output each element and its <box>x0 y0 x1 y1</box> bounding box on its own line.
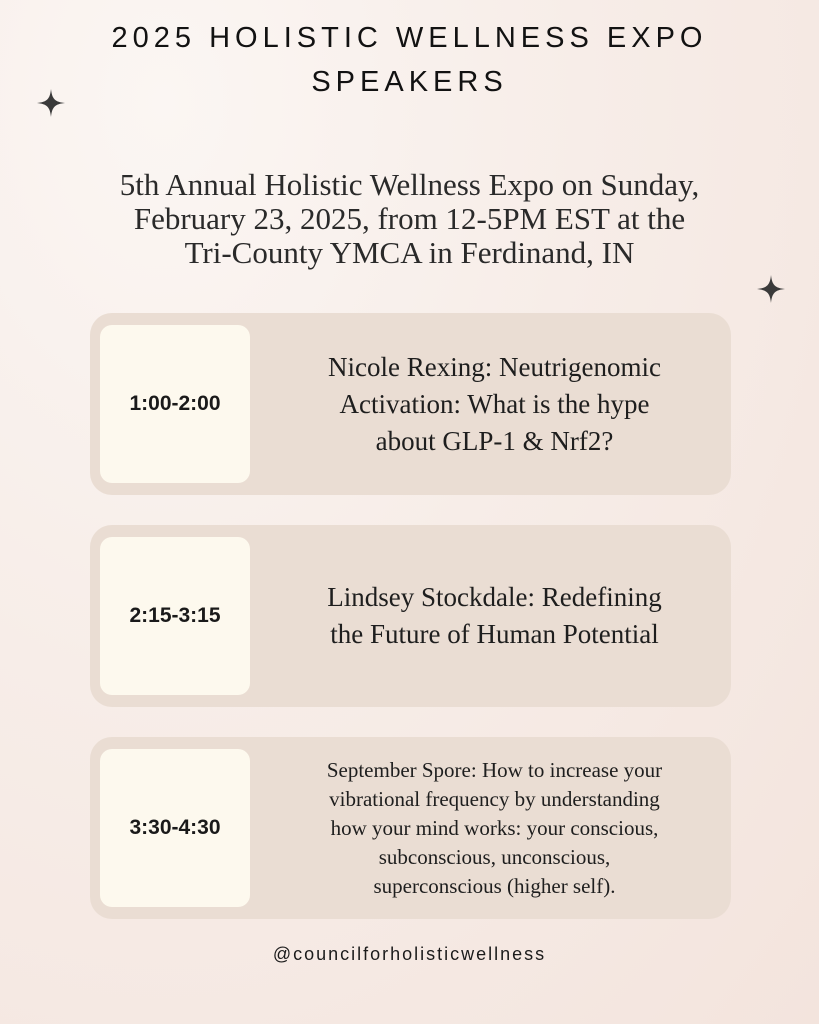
sparkle-icon <box>36 88 66 118</box>
session-title-line: Nicole Rexing: Neutrigenomic <box>328 351 661 382</box>
session-title <box>268 313 721 495</box>
session-title-line: subconscious, unconscious, <box>378 844 611 869</box>
sparkle-icon <box>756 274 786 304</box>
session-title-line: about GLP-1 & Nrf2? <box>375 425 614 456</box>
session-title-line: how your mind works: your conscious, <box>330 815 659 840</box>
event-description-line-3: Tri-County YMCA in Ferdinand, IN <box>184 235 635 270</box>
session-time: 1:00-2:00 <box>100 325 250 483</box>
event-description-line-2: February 23, 2025, from 12-5PM EST at the <box>133 201 686 236</box>
session-title-line: Activation: What is the hype <box>339 388 650 419</box>
social-handle: @councilforholisticwellness <box>272 944 547 964</box>
event-description-line-1: 5th Annual Holistic Wellness Expo on Sunday, <box>119 167 700 202</box>
session-time: 3:30-4:30 <box>100 749 250 907</box>
session-card <box>90 525 731 707</box>
title-line-2: SPEAKERS <box>311 66 508 98</box>
event-description <box>30 168 789 270</box>
session-title <box>268 525 721 707</box>
session-title-line: vibrational frequency by understanding <box>329 786 660 811</box>
session-title-line: superconscious (higher self). <box>373 873 616 898</box>
session-time: 2:15-3:15 <box>100 537 250 695</box>
session-card <box>90 737 731 919</box>
session-title-line: the Future of Human Potential <box>330 619 659 649</box>
session-title-line: September Spore: How to increase your <box>326 757 663 782</box>
page-title <box>0 16 819 104</box>
session-title-line: Lindsey Stockdale: Redefining <box>327 582 662 612</box>
session-title <box>268 737 721 919</box>
title-line-1: 2025 HOLISTIC WELLNESS EXPO <box>111 22 708 54</box>
session-card <box>90 313 731 495</box>
